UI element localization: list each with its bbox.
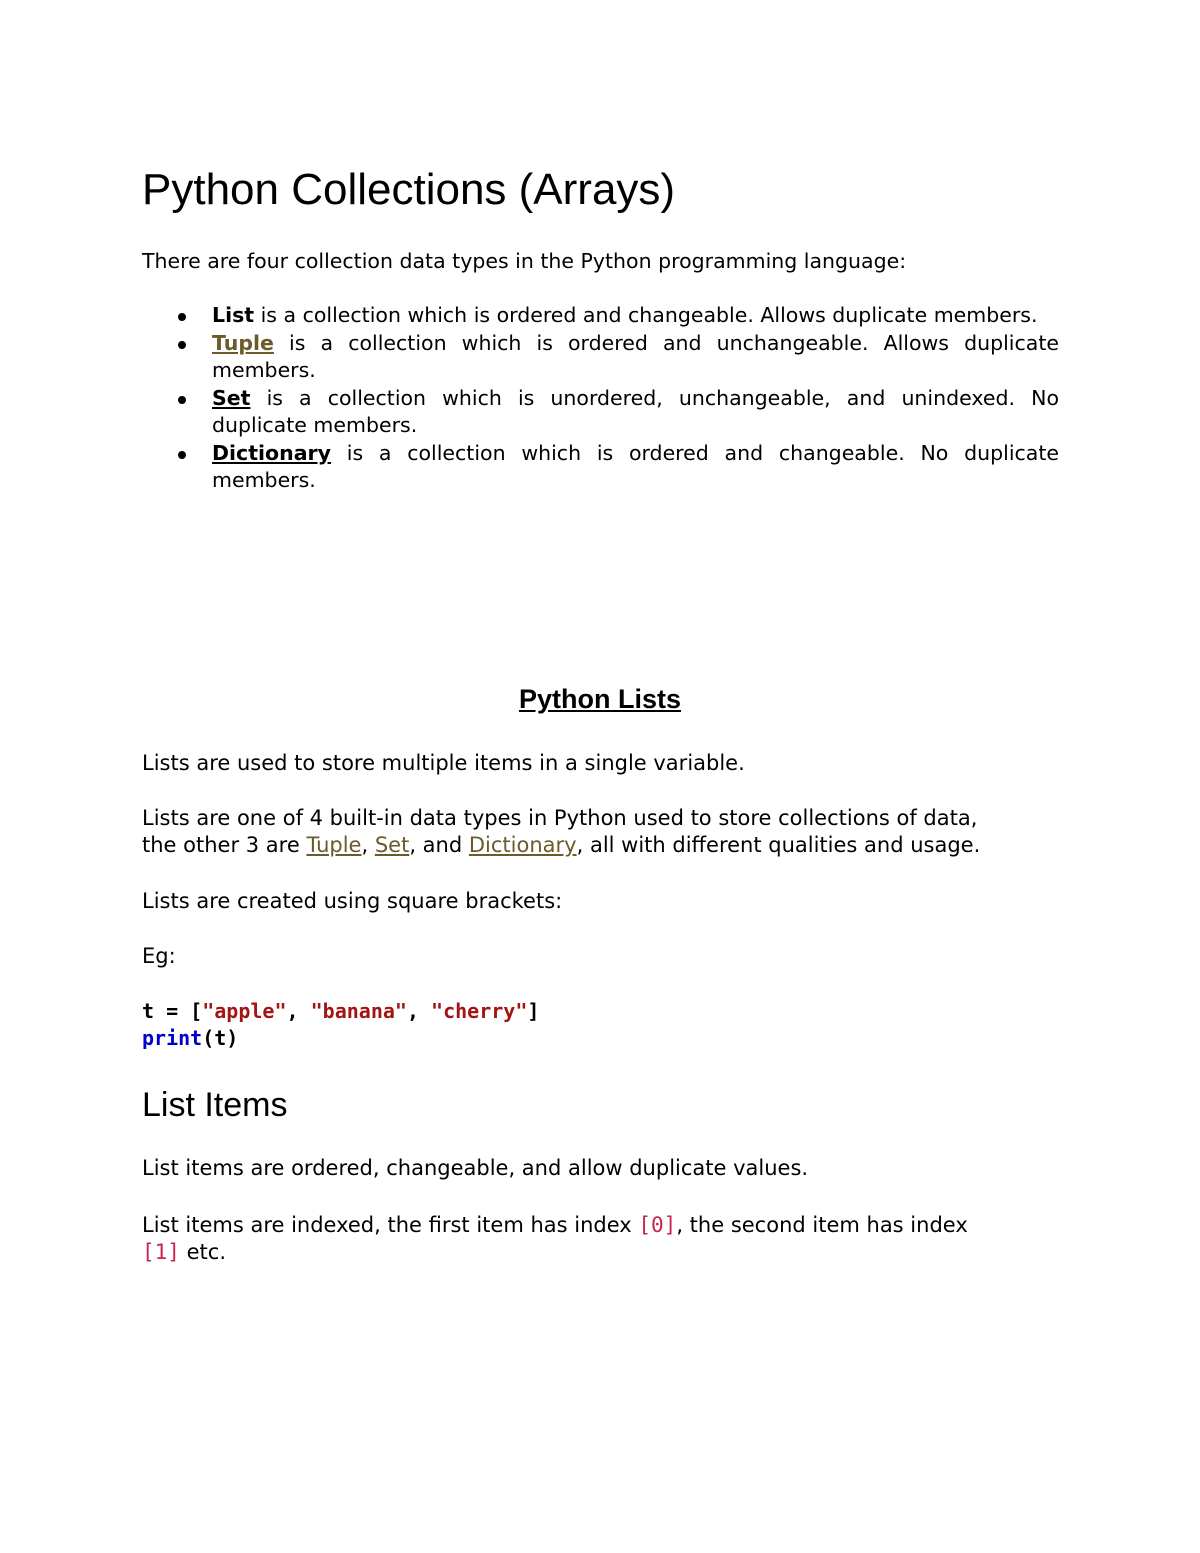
list-item xyxy=(142,385,1059,439)
lists-para-2-line1: Lists are one of 4 built-in data types in Python used to store collections of data, xyxy=(142,806,978,830)
separator: , and xyxy=(409,833,469,857)
bullet-icon xyxy=(178,313,186,321)
intro-paragraph: There are four collection data types in the Python programming language: xyxy=(142,249,907,273)
list-item xyxy=(142,302,1059,329)
list-items-para-2-middle: , the second item has index xyxy=(676,1213,968,1237)
code-punct: , xyxy=(286,999,311,1023)
python-lists-heading: Python Lists xyxy=(518,684,681,714)
lists-para-3: Lists are created using square brackets: xyxy=(142,889,563,913)
code-punct: ] xyxy=(527,999,540,1023)
separator: , xyxy=(361,833,375,857)
term-description: is a collection which is ordered and unchangeable. Allows duplicate members. xyxy=(212,331,1059,382)
code-assign: t = [ xyxy=(142,999,203,1023)
list-items-para-2 xyxy=(142,1212,968,1266)
term-description: is a collection which is ordered and changeable. No duplicate members. xyxy=(212,441,1059,492)
list-item xyxy=(142,330,1059,384)
term-description: is a collection which is ordered and changeable. Allows duplicate members. xyxy=(254,303,1038,327)
collection-types-list xyxy=(142,302,1059,495)
bullet-icon xyxy=(178,341,186,349)
lists-para-2-prefix: the other 3 are xyxy=(142,833,307,857)
set-link[interactable]: Set xyxy=(374,833,410,857)
tuple-link[interactable]: Tuple xyxy=(306,833,362,857)
term-list: List xyxy=(212,303,255,327)
term-description: is a collection which is unordered, unchangeable, and unindexed. No duplicate members. xyxy=(212,386,1059,437)
code-args: (t) xyxy=(202,1026,239,1050)
code-punct: , xyxy=(406,999,432,1023)
term-dictionary-link[interactable]: Dictionary xyxy=(212,441,332,465)
lists-para-2 xyxy=(142,805,980,859)
index-zero-code: [0] xyxy=(638,1213,677,1237)
term-tuple-link[interactable]: Tuple xyxy=(212,331,274,355)
list-items-para-2-prefix: List items are indexed, the first item has index xyxy=(142,1213,639,1237)
list-items-para-2-suffix: etc. xyxy=(179,1240,226,1264)
code-keyword: print xyxy=(142,1026,203,1050)
list-item xyxy=(142,440,1059,494)
code-string: "banana" xyxy=(310,999,407,1023)
page-title: Python Collections (Arrays) xyxy=(142,165,676,214)
list-items-para-1: List items are ordered, changeable, and allow duplicate values. xyxy=(142,1156,809,1180)
bullet-icon xyxy=(178,396,186,404)
example-label: Eg: xyxy=(142,944,176,968)
code-string: "apple" xyxy=(202,999,287,1023)
code-example xyxy=(142,998,539,1052)
list-items-heading: List Items xyxy=(142,1086,288,1124)
bullet-icon xyxy=(178,451,186,459)
term-set-link[interactable]: Set xyxy=(212,386,251,410)
index-one-code: [1] xyxy=(142,1240,180,1264)
lists-para-2-suffix: , all with different qualities and usage. xyxy=(576,833,981,857)
dictionary-link[interactable]: Dictionary xyxy=(468,833,577,857)
code-string: "cherry" xyxy=(431,999,528,1023)
lists-para-1: Lists are used to store multiple items in a single variable. xyxy=(142,751,745,775)
